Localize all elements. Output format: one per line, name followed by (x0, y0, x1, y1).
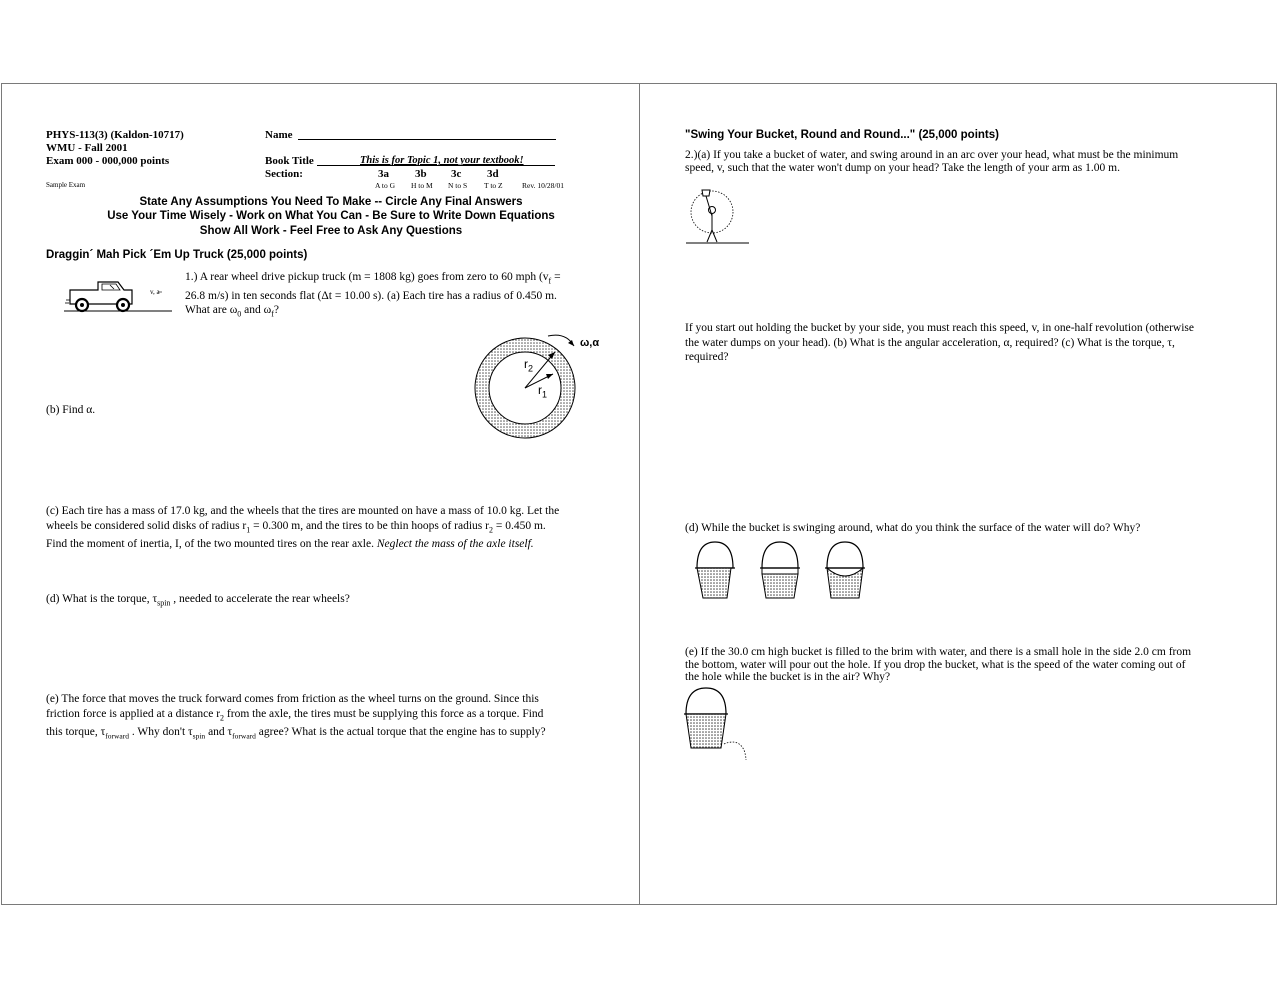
book-title-value (360, 155, 524, 166)
water-surface-options (695, 540, 875, 602)
problem-2-part-a (685, 149, 1245, 174)
problem-1-intro-line2: 26.8 m/s) in ten seconds flat (Δt = 10.00 s). (a) Each tire has a radius of 0.450 m. (185, 289, 557, 302)
name-field[interactable] (298, 139, 556, 140)
truck-velocity-label: v, a (150, 288, 160, 296)
section-3a[interactable]: 3a (378, 168, 389, 180)
part-c-line1: (c) Each tire has a mass of 17.0 kg, and the wheels that the tires are mounted on have a mass of 10.0 kg. Let the (46, 505, 560, 517)
part-e-line2: friction force is applied at a distance $r_2$ from the axle, the tires must be supplying this force as a torque. Find (46, 707, 544, 722)
problem-2-part-d: (d) While the bucket is swinging around, what do you think the surface of the water will do? Why? (685, 522, 1141, 534)
instruction-line-2: Use Your Time Wisely - Work on What You Can - Be Sure to Write Down Equations (107, 210, 555, 222)
leaking-bucket-diagram (684, 686, 754, 766)
part-e-line1: (e) The force that moves the truck forward comes from friction as the wheel turns on the ground. Since this (46, 693, 539, 705)
problem-1-part-d: (d) What is the torque, $\tau_{spin}$ , needed to accelerate the rear wheels? (46, 593, 350, 608)
problem-2-part-e (685, 646, 1245, 684)
part-2a-line2: speed, v, such that the water won't dump on your head? Take the length of your arm as 1.00 m. (685, 161, 1120, 174)
part-2b-line3: required? (685, 351, 729, 364)
term: WMU - Fall 2001 (46, 142, 128, 154)
name-label: Name (265, 129, 293, 141)
problem-2-title: "Swing Your Bucket, Round and Round..." (25,000 points) (685, 129, 999, 141)
section-3c[interactable]: 3c (451, 168, 462, 180)
problem-1-intro-line3: What are $\omega_0$ and $\omega_f$? (185, 304, 279, 319)
part-c-line3: Find the moment of inertia, I, of the two mounted tires on the rear axle. Neglect the mass of the axle itself. (46, 538, 534, 551)
section-3d[interactable]: 3d (487, 168, 499, 180)
instruction-line-3: Show All Work - Feel Free to Ask Any Questions (199, 225, 463, 237)
section-range-3c: N to S (448, 181, 468, 190)
problem-2-parts-b-c (685, 321, 1245, 365)
instruction-line-1: State Any Assumptions You Need To Make -- Circle Any Final Answers (139, 196, 523, 208)
section-range-3a: A to G (375, 181, 396, 190)
revision-label: Rev. 10/28/01 (522, 181, 565, 190)
omega-alpha-label: ω,α (580, 337, 600, 349)
part-2e-line1: (e) If the 30.0 cm high bucket is filled to the brim with water, and there is a small hole in the side 2.0 cm from (685, 646, 1192, 658)
problem-1-title: Draggin´ Mah Pick ´Em Up Truck (25,000 points) (46, 249, 308, 261)
truck-diagram (62, 278, 174, 314)
page-divider (639, 83, 640, 905)
part-c-line2: wheels be considered solid disks of radius $r_1 = 0.300$ m, and the tires to be thin hoops of radius $r_2 = 0.450$ m. (46, 519, 546, 534)
problem-1-part-e (46, 692, 616, 744)
book-title-label: Book Title (265, 155, 314, 167)
sample-exam-label: Sample Exam (46, 181, 86, 189)
part-2b-line2: the water dumps on your head). (b) What is the angular acceleration, α, required? (c) What is the torque, τ, (685, 336, 1175, 349)
problem-1-intro-line1: 1.) A rear wheel drive pickup truck (m = 1808 kg) goes from zero to 60 mph ($v_f$ = (185, 271, 561, 286)
problem-1-intro (185, 270, 605, 322)
part-e-line3: this torque, $\tau_{forward}$ . Why don't $\tau_{spin}$ and $\tau_{forward}$ agree? What is the actual torque that the engine has to supply? (46, 726, 546, 741)
exam-title: Exam 000 - 000,000 points (46, 155, 170, 167)
swing-person-diagram (684, 186, 752, 248)
section-3b[interactable]: 3b (415, 168, 427, 180)
part-2b-line1: If you start out holding the bucket by your side, you must reach this speed, v, in one-half revolution (otherwise (685, 322, 1194, 334)
r2-label: $r_2$ (524, 357, 534, 374)
r1-label: $r_1$ (538, 383, 548, 400)
part-2e-line2: the bottom, water will pour out the hole. If you drop the bucket, what is the speed of the water coming out of (685, 658, 1186, 671)
section-range-3d: T to Z (484, 181, 503, 190)
problem-1-part-b: (b) Find α. (46, 404, 96, 416)
section-label: Section: (265, 168, 303, 180)
course-code: PHYS-113(3) (Kaldon-10717) (46, 129, 184, 141)
part-2e-line3: the hole while the bucket is in the air? Why? (685, 671, 891, 683)
part-2a-line1: 2.)(a) If you take a bucket of water, and swing around in an arc over your head, what must be the minimum (685, 149, 1179, 161)
section-range-3b: H to M (411, 181, 433, 190)
problem-1-part-c (46, 504, 606, 552)
book-title-text: This is for Topic 1, not your textbook! (360, 155, 524, 166)
